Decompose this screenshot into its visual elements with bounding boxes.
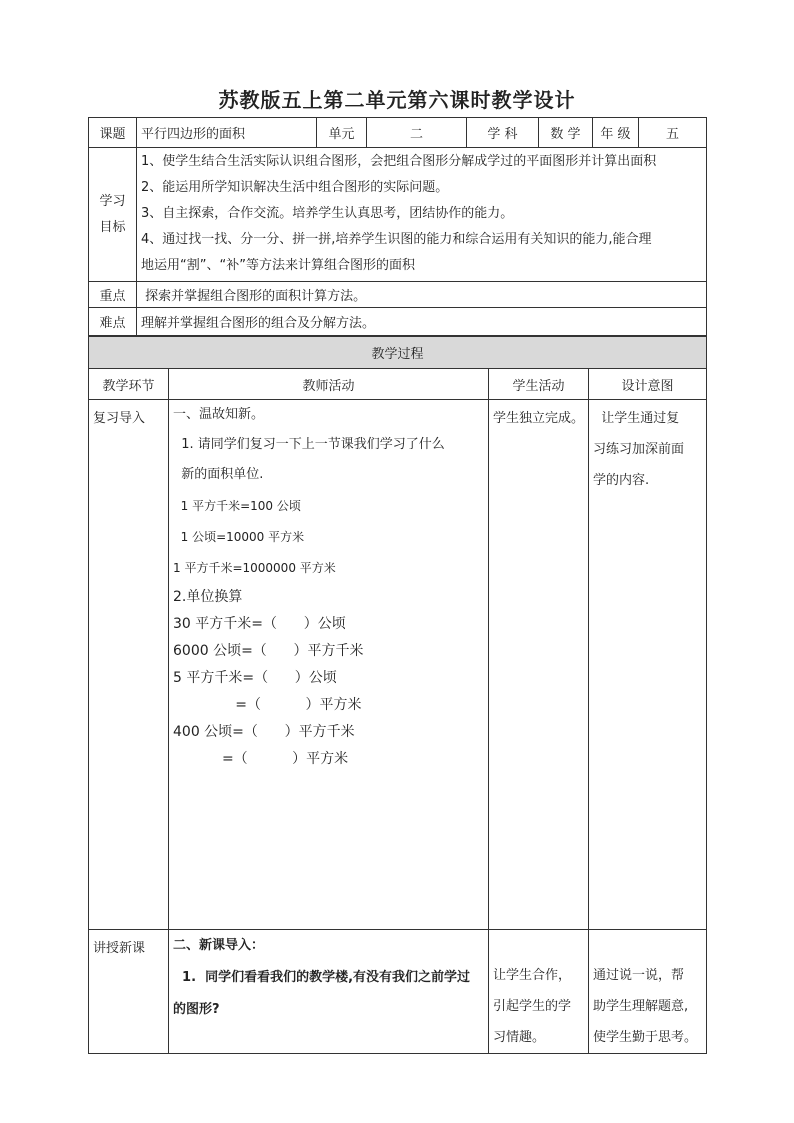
- intent-line: 习练习加深前面: [593, 442, 685, 457]
- difficulty-value: 理解并掌握组合图形的组合及分解方法。: [137, 308, 707, 336]
- review-line: 5 平方千米=（ ）公顷: [173, 670, 337, 686]
- process-heading: 教学过程: [89, 337, 707, 369]
- review-stage: 复习导入: [89, 400, 169, 930]
- new-lesson-teacher-activity: [169, 930, 489, 1054]
- new-lesson-stage: 讲授新课: [89, 930, 169, 1054]
- subject-label: 学 科: [467, 118, 539, 148]
- new-lesson-student-activity: [489, 930, 589, 1054]
- review-line: 400 公顷=（ ）平方千米: [173, 724, 355, 740]
- column-header-teacher: 教师活动: [169, 369, 489, 400]
- new-lesson-design-intent: [589, 930, 707, 1054]
- grade-label: 年 级: [593, 118, 639, 148]
- review-line: 2.单位换算: [173, 589, 243, 605]
- difficulty-label: 难点: [89, 308, 137, 336]
- unit-value: 二: [367, 118, 467, 148]
- unit-label: 单元: [317, 118, 367, 148]
- new-lesson-line: 二、新课导入：: [173, 938, 265, 953]
- review-line: 新的面积单位.: [173, 467, 264, 482]
- review-design-intent: [589, 400, 707, 930]
- grade-value: 五: [639, 118, 707, 148]
- review-line: 1 平方千米=1000000 平方米: [173, 561, 336, 575]
- objective-item: 1、使学生结合生活实际认识组合图形，会把组合图形分解成学过的平面图形并计算出面积: [141, 154, 657, 169]
- column-header-student: 学生活动: [489, 369, 589, 400]
- objective-item: 2、能运用所学知识解决生活中组合图形的实际问题。: [141, 180, 449, 195]
- intent-line: 通过说一说，帮: [593, 968, 685, 983]
- process-table: [88, 336, 707, 1054]
- review-line: 1 平方千米=100 公顷: [173, 499, 301, 513]
- intent-line: 使学生勤于思考。: [593, 1030, 698, 1045]
- column-header-intent: 设计意图: [589, 369, 707, 400]
- review-teacher-activity: [169, 400, 489, 930]
- intent-line: 学的内容.: [593, 473, 650, 488]
- objective-item: 3、自主探索，合作交流。培养学生认真思考，团结协作的能力。: [141, 206, 514, 221]
- objective-item: 4、通过找一找、分一分、拼一拼,培养学生识图的能力和综合运用有关知识的能力,能合理: [141, 232, 652, 247]
- review-line: =（ ）平方米: [173, 697, 362, 713]
- student-line: 让学生合作，: [493, 968, 572, 983]
- lesson-info-table: [88, 117, 707, 336]
- course-value: 平行四边形的面积: [137, 118, 317, 148]
- column-header-stage: 教学环节: [89, 369, 169, 400]
- intent-line: 助学生理解题意,: [593, 999, 689, 1014]
- student-line: 引起学生的学: [493, 999, 572, 1014]
- review-line: 6000 公顷=（ ）平方千米: [173, 643, 364, 659]
- course-label: 课题: [89, 118, 137, 148]
- review-line: 1. 请同学们复习一下上一节课我们学习了什么: [173, 437, 445, 452]
- objectives-label: 学习 目标: [89, 148, 137, 282]
- student-line: 习情趣。: [493, 1030, 546, 1045]
- subject-value: 数 学: [539, 118, 593, 148]
- intent-line: 让学生通过复: [593, 411, 680, 426]
- review-line: 1 公顷=10000 平方米: [173, 530, 305, 544]
- key-point-value: 探索并掌握组合图形的面积计算方法。: [137, 282, 707, 308]
- review-line: 一、温故知新。: [173, 407, 265, 422]
- key-point-label: 重点: [89, 282, 137, 308]
- document-title: 苏教版五上第二单元第六课时教学设计: [218, 88, 576, 112]
- review-line: =（ ）平方米: [173, 751, 349, 767]
- new-lesson-line: 的图形?: [173, 1002, 220, 1017]
- new-lesson-line: 1. 同学们看看我们的教学楼,有没有我们之前学过: [173, 970, 471, 985]
- review-student-activity: 学生独立完成。: [489, 400, 589, 930]
- review-line: 30 平方千米=（ ）公顷: [173, 616, 346, 632]
- objective-item: 地运用“割”、“补”等方法来计算组合图形的面积: [141, 258, 415, 273]
- objectives-list: [137, 148, 707, 282]
